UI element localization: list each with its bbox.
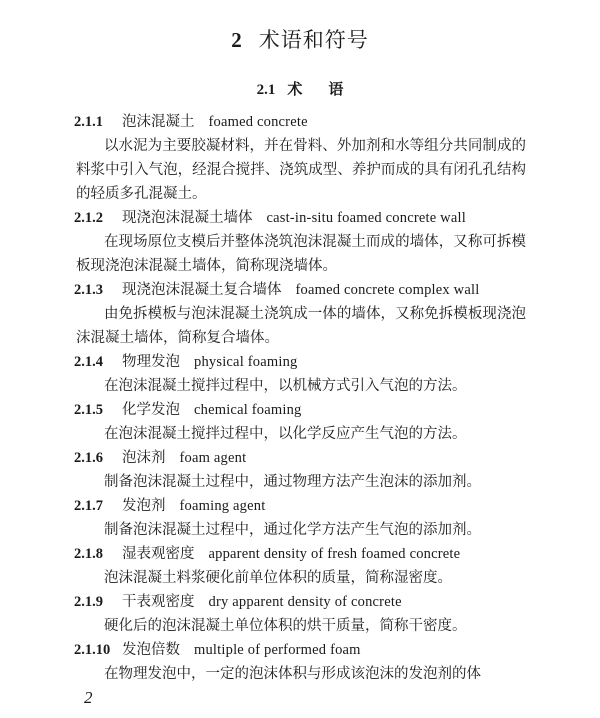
term-entry bbox=[76, 446, 526, 494]
term-entry bbox=[76, 590, 526, 638]
page-number: 2 bbox=[84, 688, 93, 707]
term-number: 2.1.9 bbox=[74, 594, 103, 610]
term-chinese: 现浇泡沫混凝土墙体 bbox=[122, 210, 253, 226]
term-entry bbox=[76, 542, 526, 590]
term-definition: 泡沫混凝土料浆硬化前单位体积的质量，简称湿密度。 bbox=[104, 570, 452, 586]
term-number: 2.1.1 bbox=[74, 114, 103, 130]
term-english: chemical foaming bbox=[194, 402, 302, 418]
term-chinese: 物理发泡 bbox=[122, 354, 180, 370]
term-heading bbox=[74, 446, 526, 470]
term-heading bbox=[74, 206, 526, 230]
section-title-part2: 语 bbox=[328, 80, 344, 98]
term-english: foam agent bbox=[179, 450, 247, 466]
term-chinese: 泡沫混凝土 bbox=[122, 114, 195, 130]
term-english: multiple of performed foam bbox=[194, 642, 361, 658]
section-number: 2.1 bbox=[256, 82, 276, 98]
term-number: 2.1.6 bbox=[74, 450, 103, 466]
term-heading bbox=[74, 542, 526, 566]
term-entry bbox=[76, 638, 526, 686]
section-title bbox=[0, 78, 600, 99]
term-definition: 制备泡沫混凝土过程中，通过化学方法产生气泡的添加剂。 bbox=[104, 522, 481, 538]
term-heading bbox=[74, 638, 526, 662]
terms-list bbox=[76, 110, 526, 686]
term-number: 2.1.4 bbox=[74, 354, 103, 370]
term-english: foamed concrete complex wall bbox=[295, 282, 480, 298]
term-definition: 在现场原位支模后并整体浇筑泡沫混凝土而成的墙体，又称可拆模板现浇泡沫混凝土墙体，简称现浇墙体。 bbox=[76, 234, 526, 274]
term-number: 2.1.10 bbox=[74, 642, 111, 658]
term-heading bbox=[74, 590, 526, 614]
term-definition: 在物理发泡中，一定的泡沫体积与形成该泡沫的发泡剂的体 bbox=[104, 666, 481, 682]
term-chinese: 化学发泡 bbox=[122, 402, 180, 418]
term-chinese: 泡沫剂 bbox=[122, 450, 166, 466]
term-number: 2.1.2 bbox=[74, 210, 103, 226]
section-title-part1: 术 bbox=[287, 80, 303, 98]
term-entry bbox=[76, 398, 526, 446]
term-heading bbox=[74, 350, 526, 374]
term-number: 2.1.5 bbox=[74, 402, 103, 418]
term-definition: 在泡沫混凝土搅拌过程中，以机械方式引入气泡的方法。 bbox=[104, 378, 467, 394]
term-number: 2.1.8 bbox=[74, 546, 103, 562]
term-english: dry apparent density of concrete bbox=[208, 594, 402, 610]
term-number: 2.1.7 bbox=[74, 498, 103, 514]
term-entry bbox=[76, 206, 526, 278]
term-definition: 制备泡沫混凝土过程中，通过物理方法产生泡沫的添加剂。 bbox=[104, 474, 481, 490]
term-english: apparent density of fresh foamed concrete bbox=[208, 546, 461, 562]
term-definition: 以水泥为主要胶凝材料，并在骨料、外加剂和水等组分共同制成的料浆中引入气泡，经混合搅拌、浇筑成型、养护而成的具有闭孔孔结构的轻质多孔混凝土。 bbox=[76, 138, 526, 202]
term-english: foamed concrete bbox=[208, 114, 308, 130]
term-chinese: 干表观密度 bbox=[122, 594, 195, 610]
term-number: 2.1.3 bbox=[74, 282, 103, 298]
term-heading bbox=[74, 494, 526, 518]
term-heading bbox=[74, 110, 526, 134]
term-heading bbox=[74, 398, 526, 422]
term-heading bbox=[74, 278, 526, 302]
term-chinese: 发泡剂 bbox=[122, 498, 166, 514]
term-entry bbox=[76, 278, 526, 350]
term-entry bbox=[76, 110, 526, 206]
term-english: foaming agent bbox=[179, 498, 266, 514]
term-english: physical foaming bbox=[194, 354, 298, 370]
term-english: cast-in-situ foamed concrete wall bbox=[266, 210, 466, 226]
term-definition: 在泡沫混凝土搅拌过程中，以化学反应产生气泡的方法。 bbox=[104, 426, 467, 442]
term-entry bbox=[76, 494, 526, 542]
term-entry bbox=[76, 350, 526, 398]
term-chinese: 湿表观密度 bbox=[122, 546, 195, 562]
chapter-number: 2 bbox=[231, 28, 243, 52]
term-chinese: 发泡倍数 bbox=[122, 642, 180, 658]
term-definition: 硬化后的泡沫混凝土单位体积的烘干质量，简称干密度。 bbox=[104, 618, 467, 634]
term-chinese: 现浇泡沫混凝土复合墙体 bbox=[122, 282, 282, 298]
term-definition: 由免拆模板与泡沫混凝土浇筑成一体的墙体，又称免拆模板现浇泡沫混凝土墙体，简称复合墙体。 bbox=[76, 306, 526, 346]
chapter-title bbox=[0, 24, 600, 54]
chapter-title-text: 术语和符号 bbox=[258, 28, 369, 52]
